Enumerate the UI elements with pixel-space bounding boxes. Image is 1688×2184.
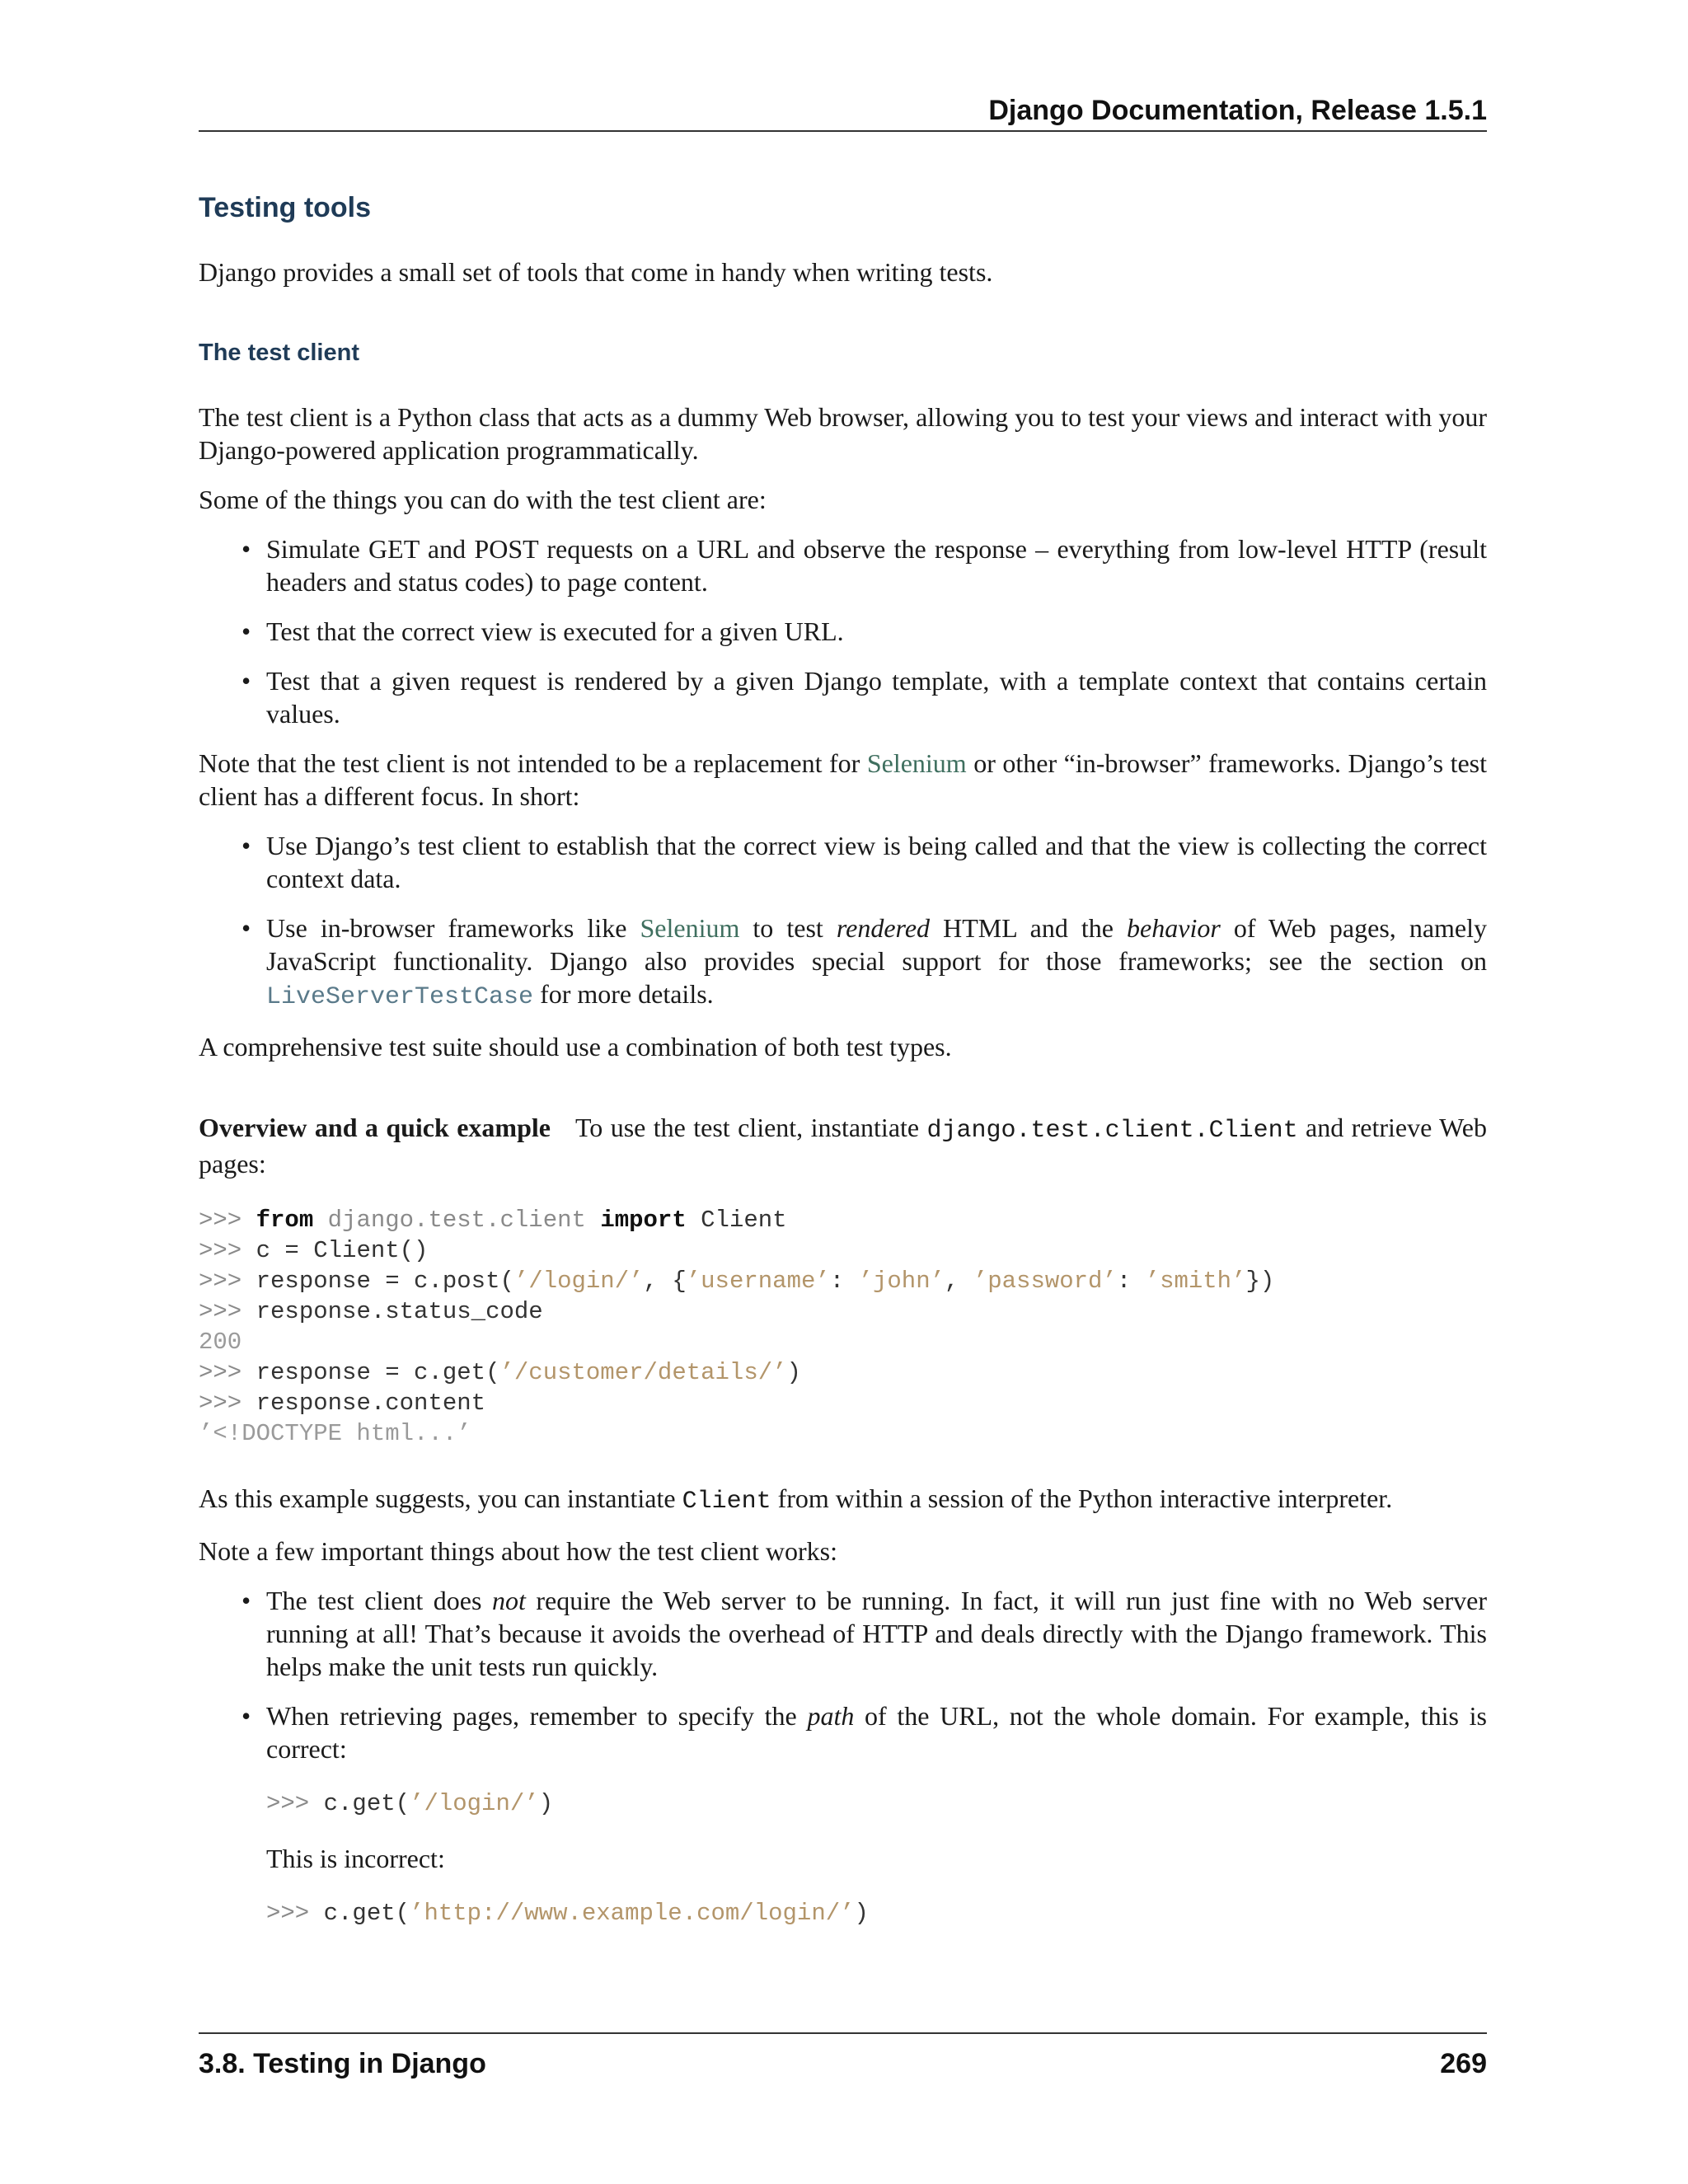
list-item: • Use Django’s test client to establish that the correct view is being called and that the view is collecting the correct context data. (266, 829, 1487, 895)
liveservertestcase-link[interactable]: LiveServerTestCase (266, 983, 534, 1011)
running-footer (199, 2032, 1487, 2080)
section-title: Testing tools (199, 192, 372, 223)
inline-code: Client (682, 1488, 771, 1516)
paragraph-combination: A comprehensive test suite should use a combination of both test types. (199, 1032, 952, 1062)
overview-paragraph: Overview and a quick example To use the test client, instantiate django.test.client.Client and retrieve Web pages: (199, 1113, 1488, 1179)
list-item: • Use in-browser frameworks like Selenium to test rendered HTML and the behavior of Web pages, namely JavaScript functionality. Django also provides special support for those frameworks; see the section on LiveServerTestCase for more details. (266, 912, 1487, 1014)
page-number: 269 (1440, 2048, 1487, 2079)
code-example: >>> from django.test.client import Client >>> c = Client() >>> response = c.post(’/login/’, {’username’: ’john’, ’password’: ’smith’}) >>> response.status_code 200 >>> response = c.get(’/customer/details/’) >>> response.content ’<!DOCTYPE html...’ (199, 1207, 1275, 1447)
paragraph-after-code: As this example suggests, you can instantiate Client from within a session of the Python interactive interpreter. (199, 1483, 1393, 1516)
list-item: • Simulate GET and POST requests on a URL and observe the response – everything from low-level HTTP (result headers and status codes) to page content. (266, 532, 1487, 598)
incorrect-label: This is incorrect: (266, 1844, 445, 1873)
section-intro: Django provides a small set of tools that come in handy when writing tests. (199, 257, 993, 287)
inline-code: django.test.client.Client (926, 1117, 1298, 1145)
capabilities-list (199, 532, 1487, 730)
important-list (199, 1584, 1487, 1929)
list-item: • Test that a given request is rendered by a given Django template, with a template context that contains certain values. (266, 664, 1487, 730)
header-title: Django Documentation, Release 1.5.1 (988, 95, 1487, 126)
list-item: • The test client does not require the Web server to be running. In fact, it will run just fine with no Web server running at all! That’s because it avoids the overhead of HTTP and deals directly with the Django framework. This helps make the unit tests run quickly. (266, 1584, 1487, 1683)
subsection-title: The test client (199, 340, 359, 366)
paragraph-important: Note a few important things about how the test client works: (199, 1536, 837, 1566)
overview-heading: Overview and a quick example (199, 1113, 551, 1142)
page-content (199, 190, 1487, 1952)
document-page (199, 0, 1487, 2184)
paragraph-things: Some of the things you can do with the test client are: (199, 485, 767, 514)
paragraph-intro: The test client is a Python class that acts as a dummy Web browser, allowing you to test your views and interact with your Django-powered application programmatically. (199, 402, 1487, 465)
code-correct: >>> c.get(’/login/’) (266, 1790, 554, 1817)
running-header (199, 92, 1487, 132)
focus-list (199, 829, 1487, 1014)
selenium-link[interactable]: Selenium (866, 748, 967, 778)
list-item: • When retrieving pages, remember to specify the path of the URL, not the whole domain. For example, this is correct: >>> c.get(’/login/’) This is incorrect: >>> c.get(’http://www.example.com/login/’) (266, 1699, 1487, 1929)
paragraph-note: Note that the test client is not intended to be a replacement for Selenium or other “in-browser” frameworks. Django’s test client has a different focus. In short: (199, 748, 1488, 811)
list-item: • Test that the correct view is executed for a given URL. (266, 615, 1487, 648)
code-incorrect: >>> c.get(’http://www.example.com/login/’) (266, 1900, 869, 1927)
footer-section: 3.8. Testing in Django (199, 2048, 486, 2079)
selenium-link[interactable]: Selenium (640, 913, 740, 943)
